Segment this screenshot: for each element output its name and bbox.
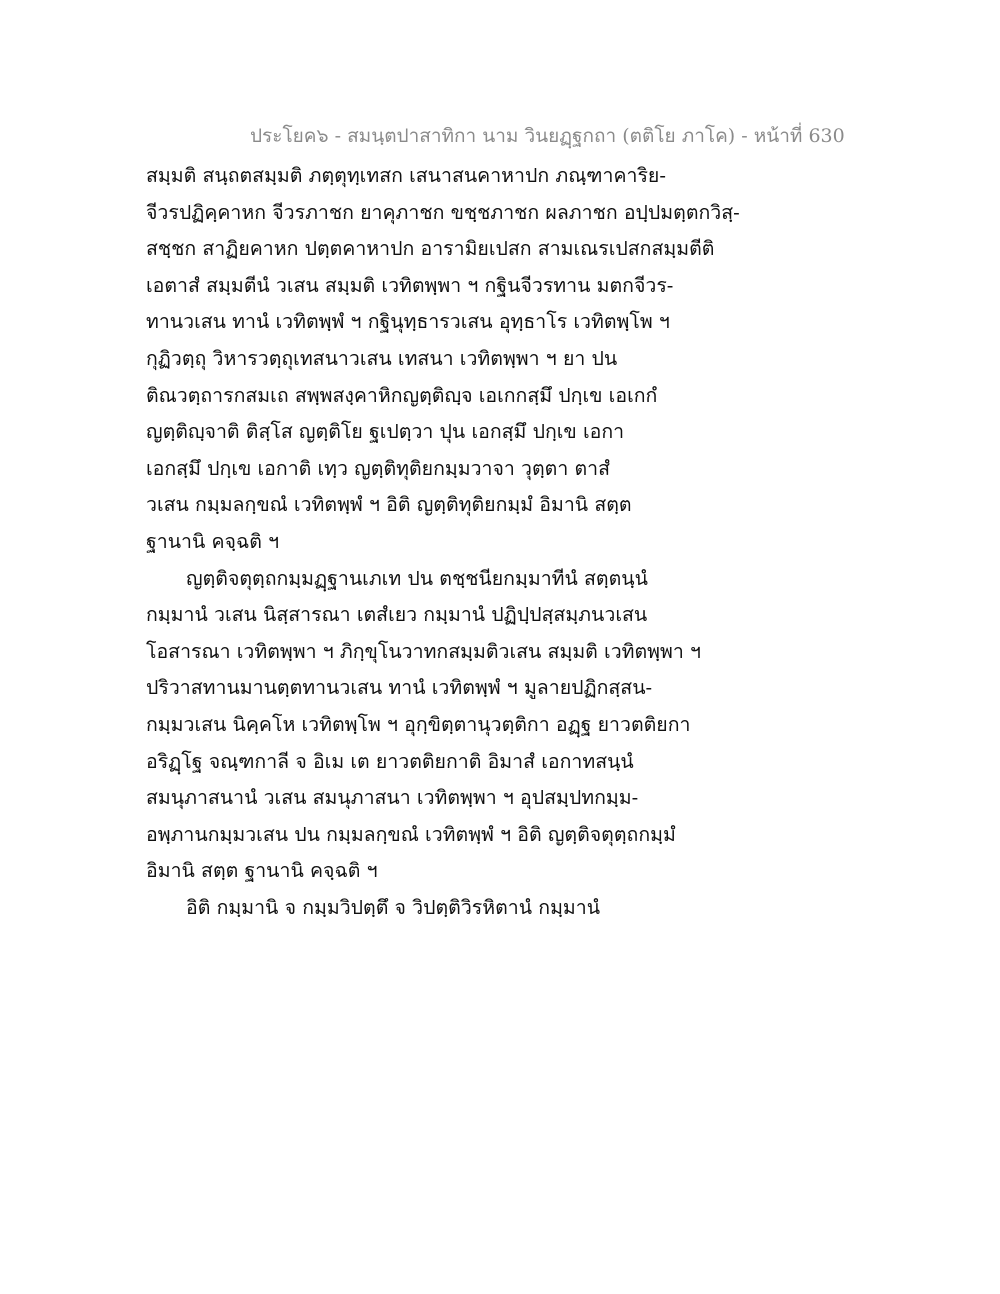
- text-line: ญตฺติญฺจาติ ติสฺโส ญตฺติโย ฐเปตฺวา ปุน เอกสฺมึ ปกฺเข เอกา: [146, 420, 625, 444]
- text-line: อิมานิ สตฺต ฐานานิ คจฺฉติ ฯ: [146, 859, 378, 883]
- text-line: อพฺภานกมฺมวเสน ปน กมฺมลกฺขณํ เวทิตพฺพํ ฯ อิติ ญตฺติจตุตฺถกมฺมํ: [146, 822, 676, 846]
- text-line: เอกสฺมึ ปกฺเข เอกาติ เทฺว ญตฺติทุติยกมฺมวาจา วุตฺตา ตาสํ: [146, 456, 610, 480]
- text-line: ติณวตฺถารกสมเถ สพฺพสงฺคาหิกญตฺติญฺจ เอเกกสฺมึ ปกฺเข เอเกกํ: [146, 383, 658, 407]
- text-line: กุฏิวตฺถุ วิหารวตฺถุเทสนาวเสน เทสนา เวทิตพฺพา ฯ ยา ปน: [146, 346, 618, 370]
- text-line: ฐานานิ คจฺฉติ ฯ: [146, 529, 280, 553]
- text-line: เอตาสํ สมฺมตีนํ วเสน สมฺมติ เวทิตพฺพา ฯ กฐินจีวรทาน มตกจีวร-: [146, 273, 674, 297]
- text-line: ปริวาสทานมานตฺตทานวเสน ทานํ เวทิตพฺพํ ฯ มูลายปฏิกสฺสน-: [146, 676, 653, 700]
- paragraph-start-line: ญตฺติจตุตฺถกมฺมฏฺฐานเภเท ปน ตชฺชนียกมฺมาทีนํ สตฺตนฺนํ: [186, 566, 648, 590]
- running-header: ประโยค๖ - สมนฺตปาสาทิกา นาม วินยฏฺฐกถา (ตติโย ภาโค) - หน้าที่ 630: [250, 125, 845, 147]
- text-line: จีวรปฏิคฺคาหก จีวรภาชก ยาคุภาชก ขชฺชภาชก ผลภาชก อปฺปมตฺตกวิสฺ-: [146, 200, 740, 224]
- paragraph-start-line: อิติ กมฺมานิ จ กมฺมวิปตฺตึ จ วิปตฺติวิรหิตานํ กมฺมานํ: [186, 895, 601, 919]
- text-line: กมฺมวเสน นิคฺคโห เวทิตพฺโพ ฯ อุกฺขิตฺตานุวตฺติกา อฏฺฐ ยาวตติยกา: [146, 712, 691, 736]
- body-text: [146, 158, 746, 926]
- text-line: โอสารณา เวทิตพฺพา ฯ ภิกฺขุโนวาทกสมฺมติวเสน สมฺมติ เวทิตพฺพา ฯ: [146, 639, 701, 663]
- text-line: อริฏฺโฐ จณฺฑกาลี จ อิเม เต ยาวตติยกาติ อิมาสํ เอกาทสนฺนํ: [146, 749, 634, 773]
- text-line: สมนุภาสนานํ วเสน สมนุภาสนา เวทิตพฺพา ฯ อุปสมฺปทกมฺม-: [146, 786, 639, 810]
- text-line: สชฺชก สาฏิยคาหก ปตฺตคาหาปก อารามิยเปสก สามเณรเปสกสมฺมตีติ: [146, 237, 715, 261]
- text-line: สมฺมติ สนฺถตสมฺมติ ภตฺตุทฺเทสก เสนาสนคาหาปก ภณฺฑาคาริย-: [146, 164, 666, 187]
- text-line: ทานวเสน ทานํ เวทิตพฺพํ ฯ กฐินุทฺธารวเสน อุทฺธาโร เวทิตพฺโพ ฯ: [146, 310, 670, 334]
- text-line: วเสน กมฺมลกฺขณํ เวทิตพฺพํ ฯ อิติ ญตฺติทุติยกมฺมํ อิมานิ สตฺต: [146, 493, 632, 517]
- text-line: กมฺมานํ วเสน นิสฺสารณา เตสํเยว กมฺมานํ ปฏิปฺปสฺสมฺภนวเสน: [146, 603, 648, 627]
